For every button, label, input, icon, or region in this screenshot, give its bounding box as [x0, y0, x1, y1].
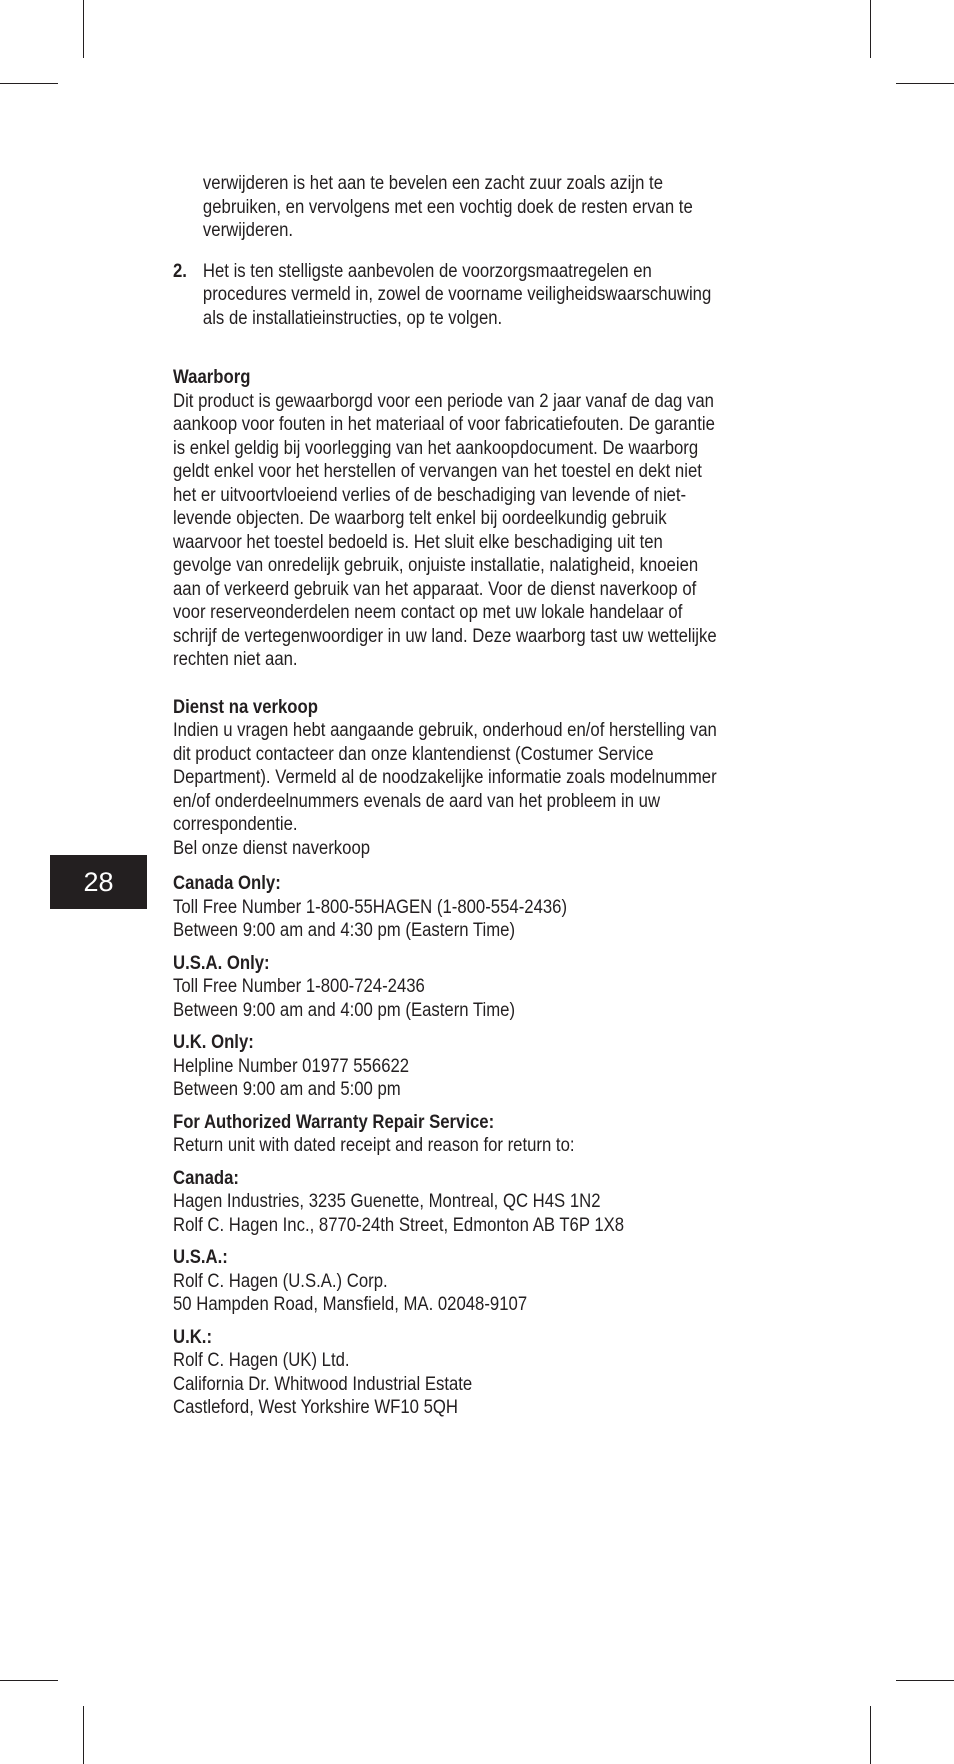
canada-address-title: Canada:	[173, 1167, 239, 1189]
warranty-title: Waarborg	[173, 367, 251, 388]
list-item-2	[173, 260, 719, 331]
service-call-line: Bel onze dienst naverkoop	[173, 837, 371, 859]
usa-only-hours: Between 9:00 am and 4:00 pm (Eastern Time)	[173, 999, 516, 1021]
usa-address-title: U.S.A.:	[173, 1247, 228, 1268]
uk-address-title: U.K.:	[173, 1326, 213, 1348]
repair-instructions: Return unit with dated receipt and reason for return to:	[173, 1135, 575, 1156]
usa-only-title: U.S.A. Only:	[173, 952, 270, 974]
service-section	[173, 696, 719, 861]
canada-only-hours: Between 9:00 am and 4:30 pm (Eastern Time)	[173, 920, 516, 941]
canada-only-phone: Toll Free Number 1-800-55HAGEN (1-800-554-2436)	[173, 896, 568, 918]
warranty-body: Dit product is gewaarborgd voor een periode van 2 jaar vanaf de dag van aankoop voor fouten in het materiaal of voor fabricatiefouten. De garantie is enkel geldig bij voorlegging van het aankoopdocument. De waarborg geldt enkel voor het herstellen of vervangen van het toestel en dekt niet het er uitvoortvloeiend verlies of de beschadiging van levende of niet-levende objecten. De waarborg telt enkel bij oordeelkundig gebruik waarvoor het toestel bedoeld is. Het sluit elke beschadiging uit ten gevolge van onredelijk gebruik, onjuiste installatie, nalatigheid, knoeien aan of verkeerd gebruik van het apparaat. Voor de dienst naverkoop of voor reserveonderdelen neem contact op met uw lokale handelaar of schrijf de vertegenwoordiger in uw land. Deze waarborg tast uw wettelijke rechten niet aan.	[173, 390, 717, 670]
canada-address-line-2: Rolf C. Hagen Inc., 8770-24th Street, Edmonton AB T6P 1X8	[173, 1214, 625, 1236]
crop-mark-bottom-right-h	[896, 1680, 954, 1681]
warranty-section	[173, 366, 719, 672]
repair-title: For Authorized Warranty Repair Service:	[173, 1111, 495, 1133]
list-item-text: Het is ten stelligste aanbevolen de voorzorgsmaatregelen en procedures vermeld in, zowel de voorname veiligheidswaarschuwing als de installatieinstructies, op te volgen.	[202, 260, 712, 329]
crop-mark-top-right	[870, 0, 871, 58]
usa-only-block	[173, 952, 719, 1023]
crop-mark-top-left	[83, 0, 84, 58]
usa-address-block	[173, 1246, 719, 1317]
page-number-tab: 28	[50, 855, 147, 909]
canada-address-line-1: Hagen Industries, 3235 Guenette, Montreal, QC H4S 1N2	[173, 1191, 601, 1212]
uk-only-phone: Helpline Number 01977 556622	[173, 1055, 410, 1077]
crop-mark-bottom-left-h	[0, 1680, 58, 1681]
usa-only-phone: Toll Free Number 1-800-724-2436	[173, 976, 425, 997]
uk-address-line-3: Castleford, West Yorkshire WF10 5QH	[173, 1397, 458, 1418]
crop-mark-top-right-h	[896, 83, 954, 84]
uk-only-title: U.K. Only:	[173, 1032, 254, 1053]
uk-address-line-1: Rolf C. Hagen (UK) Ltd.	[173, 1350, 350, 1371]
usa-address-line-2: 50 Hampden Road, Mansfield, MA. 02048-9107	[173, 1294, 528, 1315]
canada-only-title: Canada Only:	[173, 873, 281, 894]
list-item-number: 2.	[173, 260, 187, 282]
crop-mark-bottom-right	[870, 1706, 871, 1764]
document-body	[173, 172, 719, 1420]
repair-block	[173, 1111, 719, 1158]
canada-address-block	[173, 1167, 719, 1238]
service-body: Indien u vragen hebt aangaande gebruik, onderhoud en/of herstelling van dit product contacteer dan onze klantendienst (Costumer Service Department). Vermeld al de noodzakelijke informatie zoals modelnummer en/of onderdeelnummers evenals de aard van het probleem in uw correspondentie.	[173, 720, 717, 835]
crop-mark-bottom-left	[83, 1706, 84, 1764]
uk-only-hours: Between 9:00 am and 5:00 pm	[173, 1079, 401, 1100]
uk-address-line-2: California Dr. Whitwood Industrial Estate	[173, 1373, 473, 1395]
crop-mark-top-left-h	[0, 83, 58, 84]
service-title: Dienst na verkoop	[173, 696, 318, 718]
usa-address-line-1: Rolf C. Hagen (U.S.A.) Corp.	[173, 1270, 388, 1292]
canada-only-block	[173, 872, 719, 943]
uk-address-block	[173, 1326, 719, 1420]
uk-only-block	[173, 1031, 719, 1102]
continuation-paragraph: verwijderen is het aan te bevelen een zacht zuur zoals azijn te gebruiken, en vervolgens met een vochtig doek de resten ervan te verwijderen.	[202, 173, 693, 241]
